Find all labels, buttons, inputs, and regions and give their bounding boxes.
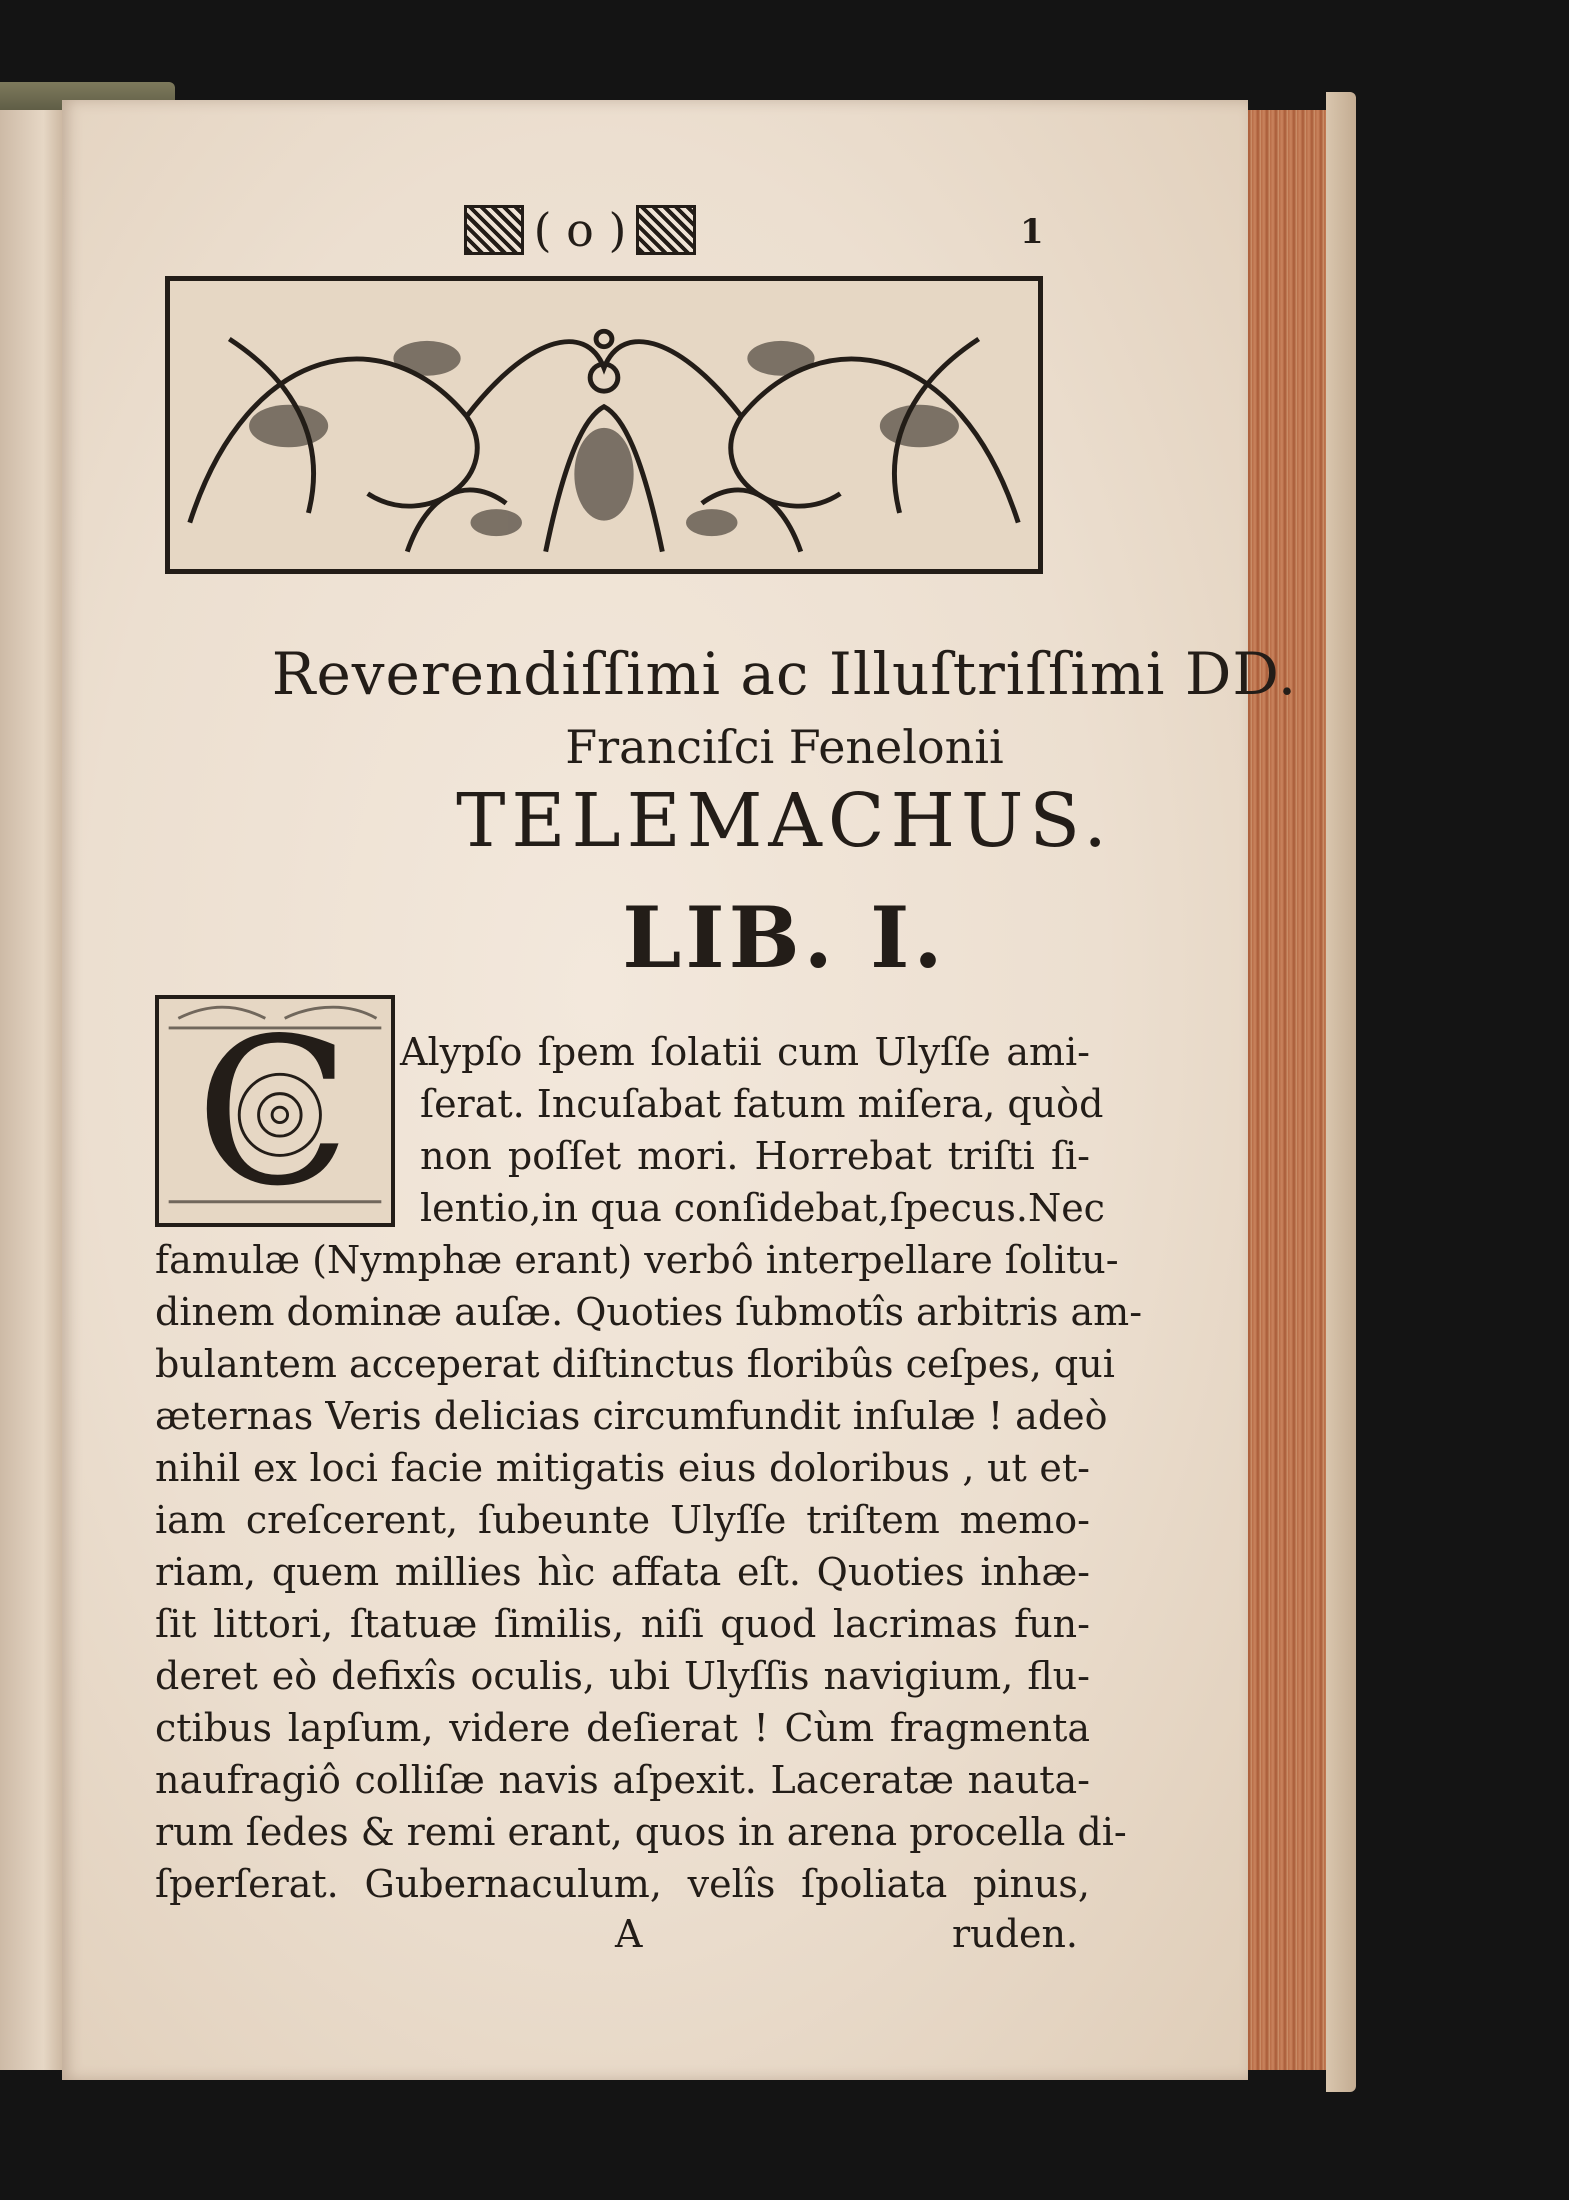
- title-work: TELEMACHUS.: [456, 778, 1113, 864]
- body-line: ſit littori, ſtatuæ ſimilis, niſi quod lacrimas fun-: [155, 1602, 1090, 1646]
- fleuron-right-icon: [636, 205, 696, 255]
- body-line: dinem dominæ auſæ. Quoties ſubmotîs arbitris am-: [155, 1290, 1143, 1334]
- drop-initial-letter: C: [195, 999, 351, 1223]
- body-line: lentio,in qua conſidebat,ſpecus.Nec: [420, 1186, 1105, 1230]
- header-ornament: [420, 200, 740, 260]
- fleuron-left-icon: [464, 205, 524, 255]
- header-ornament-text: ( o ): [533, 203, 627, 257]
- title-author-name: Franciſci Fenelonii: [565, 720, 1004, 774]
- cover-edge: [1326, 92, 1356, 2092]
- body-line: famulæ (Nymphæ erant) verbô interpellare ſolitu-: [155, 1238, 1119, 1282]
- body-line: riam, quem millies hìc affata eſt. Quoties inhæ-: [155, 1550, 1090, 1594]
- body-line: nihil ex loci facie mitigatis eius doloribus , ut et-: [155, 1446, 1090, 1490]
- drop-initial-woodcut: [155, 995, 395, 1227]
- body-line: naufragiô colliſæ navis aſpexit. Laceratæ nauta-: [155, 1758, 1090, 1802]
- body-line: ſperſerat. Gubernaculum, velîs ſpoliata pinus,: [155, 1862, 1090, 1906]
- book-number-heading: LIB. I.: [622, 888, 947, 987]
- body-line: æternas Veris delicias circumfundit inſulæ ! adeò: [155, 1394, 1108, 1438]
- left-page-edge: [0, 110, 64, 2070]
- headpiece-woodcut: [165, 276, 1043, 574]
- body-line: rum ſedes & remi erant, quos in arena procella di-: [155, 1810, 1127, 1854]
- body-line: Alypſo ſpem ſolatii cum Ulyſſe ami-: [400, 1030, 1090, 1074]
- body-line: bulantem acceperat diſtinctus floribûs ceſpes, qui: [155, 1342, 1115, 1386]
- body-line: iam creſcerent, ſubeunte Ulyſſe triſtem memo-: [155, 1498, 1090, 1542]
- body-line: ſerat. Incuſabat fatum miſera, quòd: [420, 1082, 1104, 1126]
- signature-mark: A: [615, 1912, 643, 1956]
- body-line: deret eò defixîs oculis, ubi Ulyſſis navigium, flu-: [155, 1654, 1090, 1698]
- catchword: ruden.: [952, 1912, 1079, 1956]
- page-block-edge: [1240, 110, 1333, 2070]
- body-line: ctibus lapſum, videre deſierat ! Cùm fragmenta: [155, 1706, 1090, 1750]
- foliage-ornament-icon: [170, 281, 1038, 569]
- body-line: non poſſet mori. Horrebat triſti ſi-: [420, 1134, 1090, 1178]
- initial-c-rose-icon: [159, 999, 391, 1223]
- page-number: 1: [1020, 212, 1044, 252]
- title-author-honorific: Reverendiſſimi ac Illuſtriſſimi DD.: [271, 640, 1298, 708]
